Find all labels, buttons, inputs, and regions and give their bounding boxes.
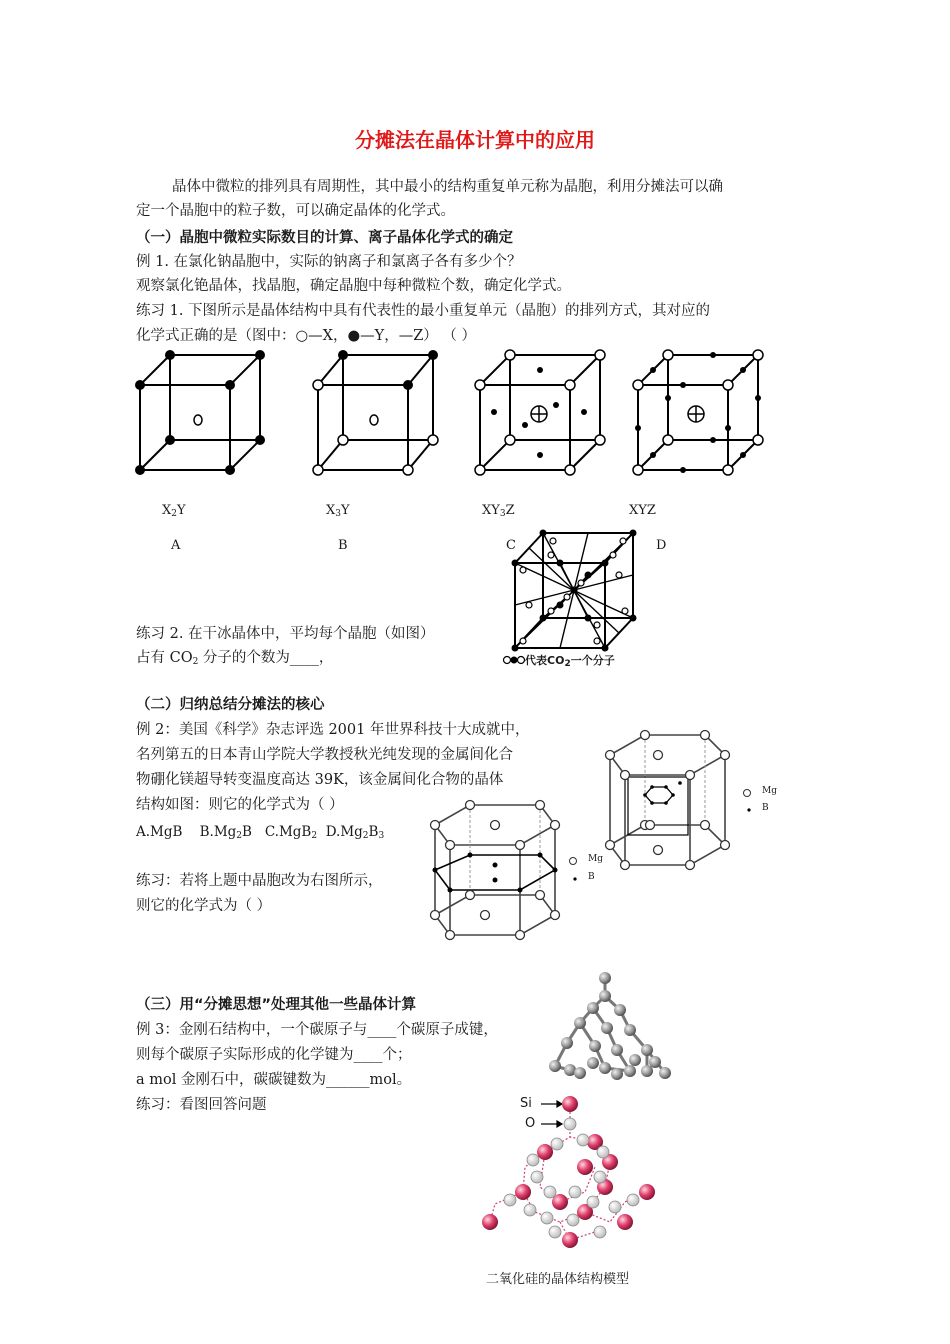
legend-mg-right: Mg — [762, 786, 777, 796]
example-3-line-1: 例 3：金刚石结构中，一个碳原子与____个碳原子成键， — [136, 1022, 498, 1038]
example-2-line-1: 例 2：美国《科学》杂志评选 2001 年世界科技十大成就中， — [136, 722, 530, 738]
section-2-heading: （二）归纳总结分摊法的核心 — [136, 697, 325, 713]
sio2-structure-diagram — [475, 1092, 665, 1252]
formula-b: $X_3Y$ — [326, 503, 350, 519]
cube-b-diagram — [308, 350, 448, 480]
option-label-d: D — [656, 538, 667, 553]
practice-2-line-2: 占有 $CO_2$ 分子的个数为____， — [136, 650, 334, 667]
practice-1-line-2: 化学式正确的是（图中：○—X，●—Y，—Z） （ ） — [136, 328, 476, 344]
example-3-line-2: 则每个碳原子实际形成的化学键为____个； — [136, 1047, 412, 1063]
hex-prism-diagram-right — [600, 725, 740, 880]
legend-mg-left: Mg — [588, 854, 603, 864]
legend-b-right: B — [762, 803, 769, 813]
formula-c: $XY_3Z$ — [482, 503, 515, 519]
legend-b-left: B — [588, 872, 595, 882]
mgb2-hex-prism-diagram — [425, 795, 565, 950]
section-3-heading: （三）用“分摊思想”处理其他一些晶体计算 — [136, 997, 417, 1013]
co2-caption: 代表$CO_2$一个分子 — [525, 654, 615, 669]
legend-mg-b-icons-right — [742, 788, 754, 818]
intro-line-1: 晶体中微粒的排列具有周期性，其中最小的结构重复单元称为晶胞，利用分摊法可以确 — [172, 179, 723, 195]
si-label: Si — [520, 1096, 532, 1111]
example-3-line-3: a mol 金刚石中，碳碳键数为______mol。 — [136, 1072, 412, 1088]
legend-mg-b-icons-left — [568, 856, 580, 886]
option-label-a: A — [171, 538, 181, 553]
o-label: O — [525, 1116, 536, 1131]
cube-d-diagram — [628, 350, 768, 480]
practice-2-line-1: 练习 2. 在干冰晶体中，平均每个晶胞（如图） — [136, 626, 435, 642]
section-1-heading: （一）晶胞中微粒实际数目的计算、离子晶体化学式的确定 — [136, 230, 513, 246]
cube-a-diagram — [130, 350, 270, 480]
practice-line-1: 练习：若将上题中晶胞改为右图所示， — [136, 873, 383, 889]
diamond-structure-diagram — [535, 968, 685, 1093]
cube-c-diagram — [470, 350, 610, 480]
practice-line-2: 则它的化学式为（ ） — [136, 898, 272, 914]
sio2-caption: 二氧化硅的晶体结构模型 — [486, 1272, 630, 1287]
intro-line-2: 定一个晶胞中的粒子数，可以确定晶体的化学式。 — [136, 203, 455, 219]
example-2-line-4: 结构如图：则它的化学式为（ ） — [136, 797, 344, 813]
co2-molecule-icon — [503, 655, 525, 665]
example-1: 例 1. 在氯化钠晶胞中，实际的钠离子和氯离子各有多少个？ — [136, 254, 522, 270]
formula-d: XYZ — [629, 503, 656, 518]
option-label-c: C — [506, 538, 516, 553]
dry-ice-diagram — [505, 525, 650, 655]
option-label-b: B — [338, 538, 348, 553]
example-2-line-2: 名列第五的日本青山学院大学教授秋光纯发现的金属间化合 — [136, 747, 513, 763]
practice-3-line: 练习：看图回答问题 — [136, 1097, 267, 1113]
example-2-options: A.MgB $B.Mg_2B$ C.MgB$_2$ $D.Mg_2B_3$ — [136, 824, 385, 841]
observe-text: 观察氯化铯晶体，找晶胞，确定晶胞中每种微粒个数，确定化学式。 — [136, 278, 571, 294]
practice-1-line-1: 练习 1. 下图所示是晶体结构中具有代表性的最小重复单元（晶胞）的排列方式，其对应的 — [136, 303, 711, 319]
formula-a: $X_2Y$ — [162, 503, 186, 519]
page-title: 分摊法在晶体计算中的应用 — [355, 128, 595, 152]
example-2-line-3: 物硼化镁超导转变温度高达 39K，该金属间化合物的晶体 — [136, 772, 504, 788]
